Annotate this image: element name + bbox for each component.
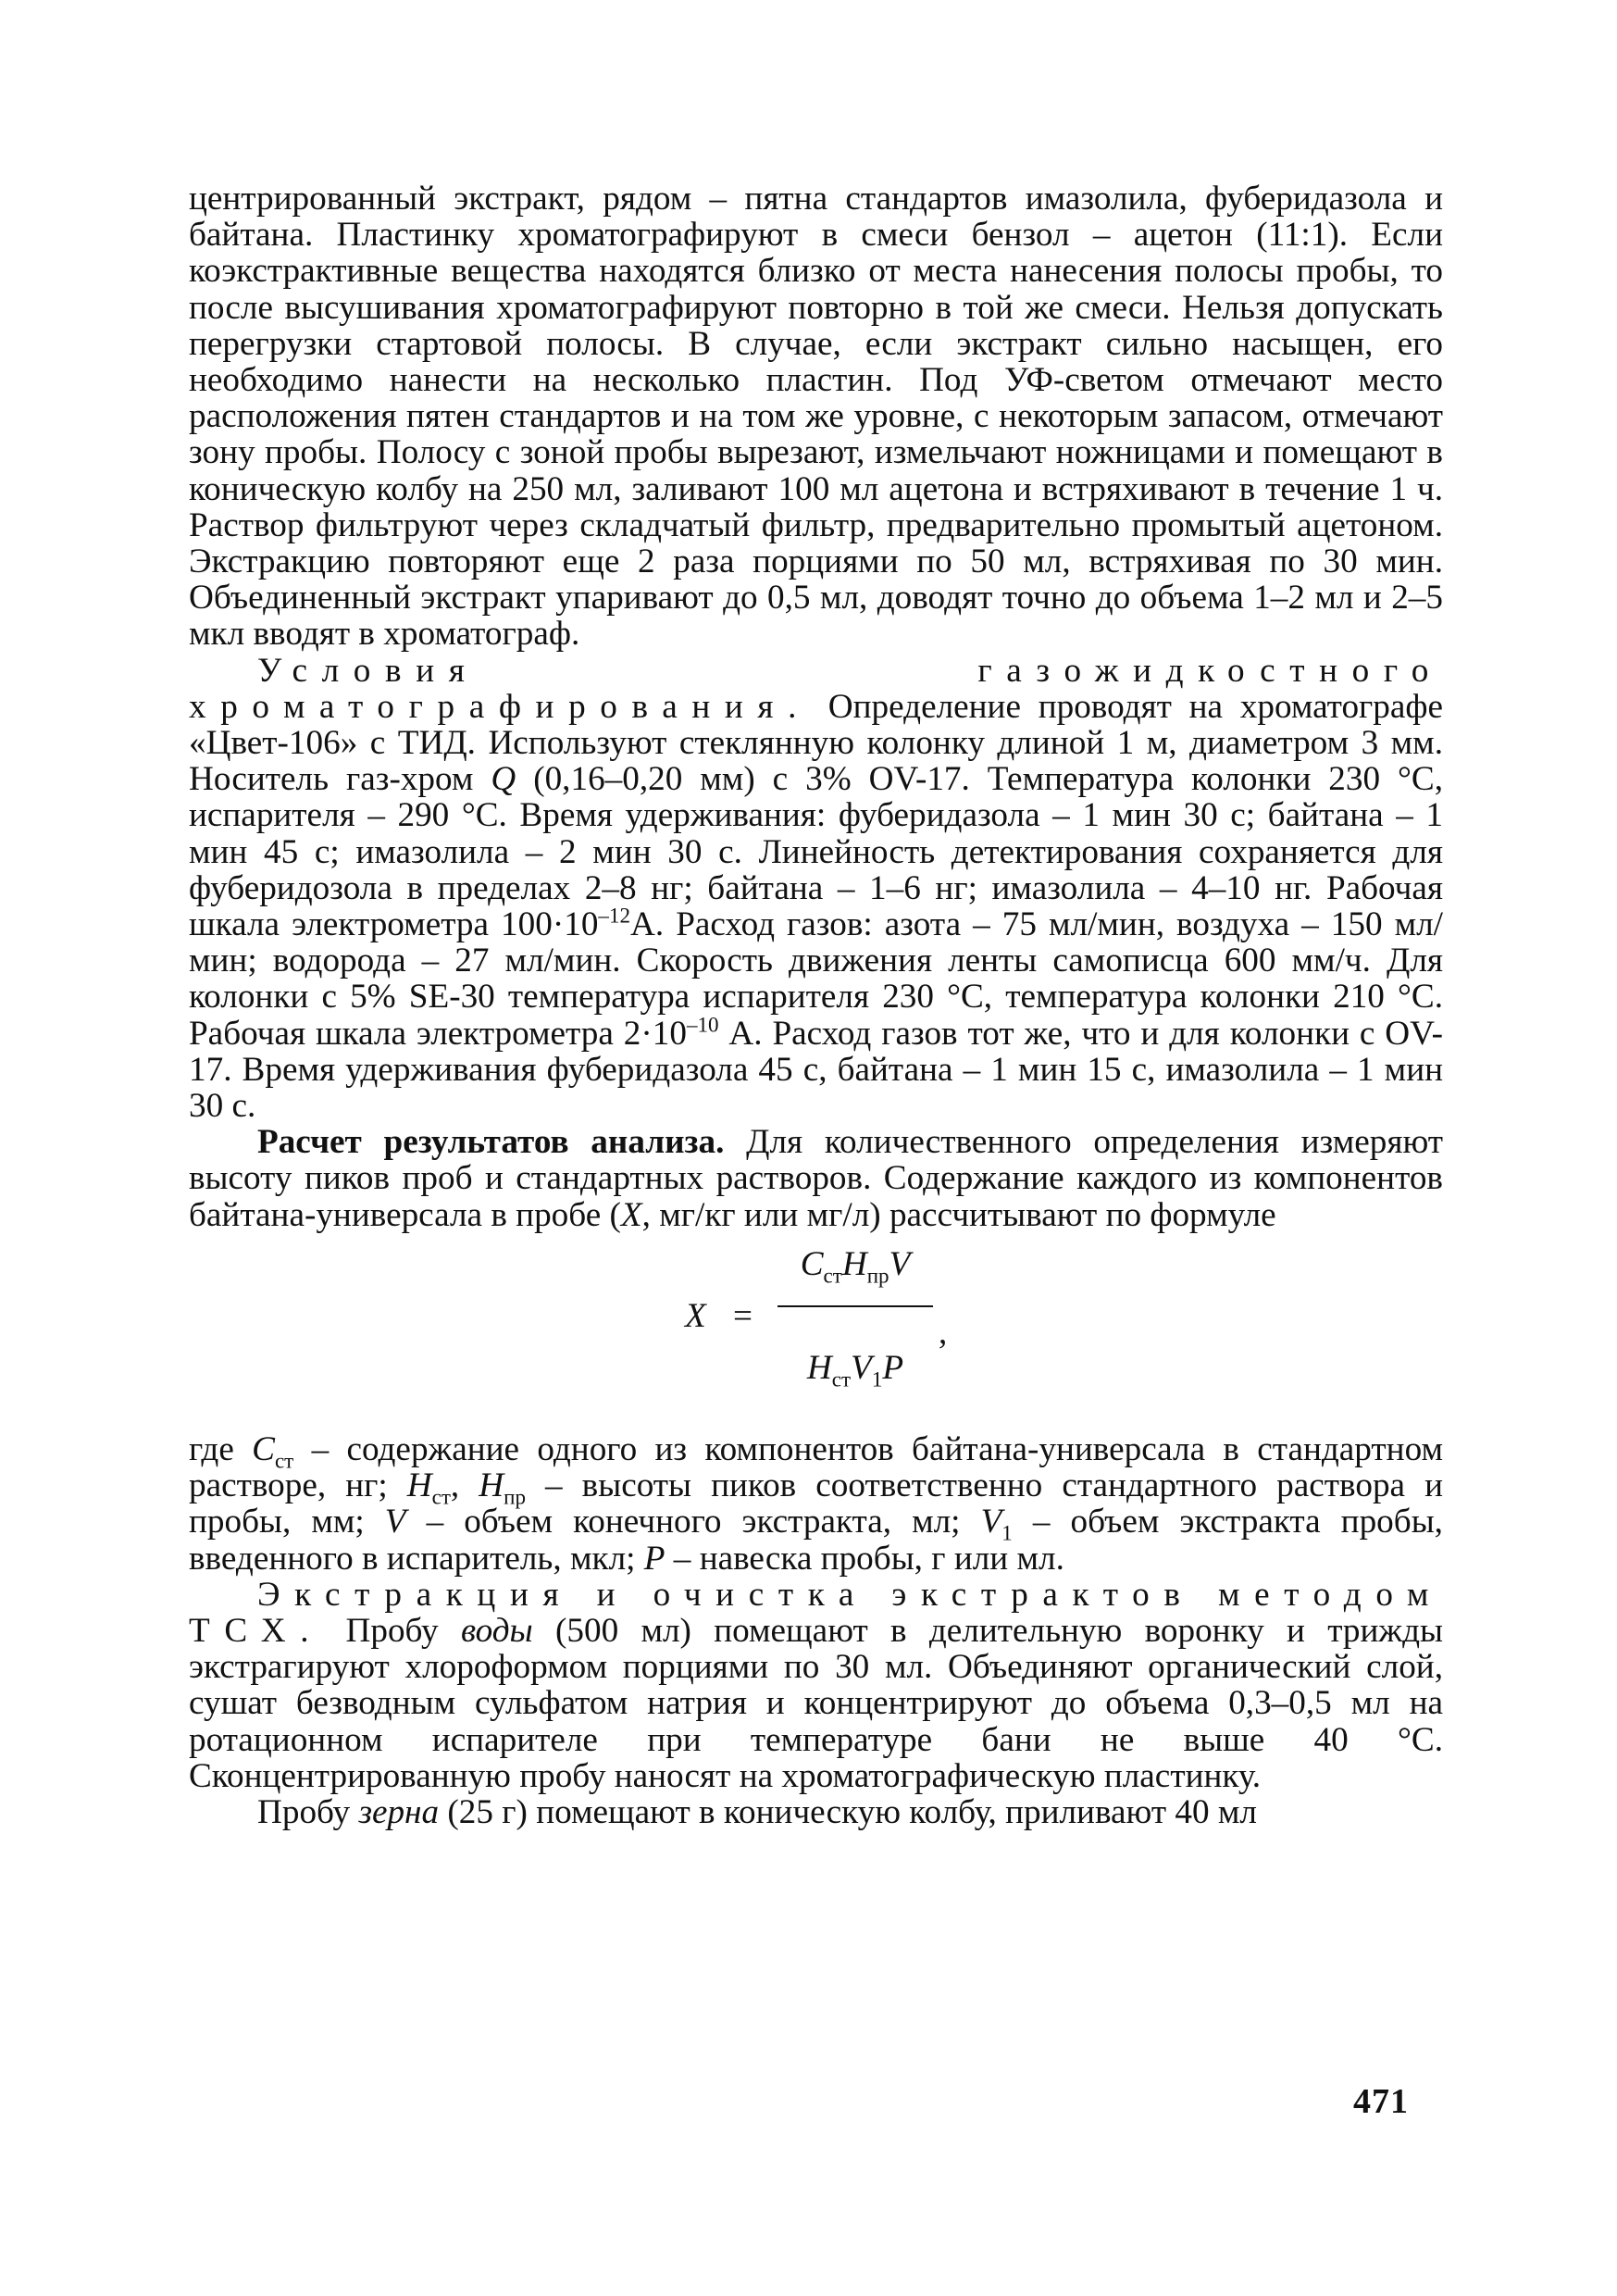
tlc-text-1: Пробу (323, 1611, 461, 1650)
gc-exponent-1: –12 (598, 903, 630, 928)
def-c-sub: ст (274, 1448, 294, 1473)
paragraph-calculation (189, 1124, 1443, 1233)
formula-numerator (779, 1244, 931, 1288)
formula-c-sub: ст (823, 1263, 842, 1288)
def-text-7: – навеска пробы, г или мл. (665, 1539, 1064, 1578)
gc-text-2: (0,16–0,20 мм) с 3% OV-17. Температура колонки 230 °С, испарителя – 290 °С. Время удерживания: фуберидазола – 1 мин 30 с; байтана – 1 мин 45 с; имазолила – 2 мин 30 с. Линейность детектирования сохраняется для фуберидозола в пределах 2–8 нг; байтана – 1–6 нг; имазолила – 4–10 нг. Рабочая шкала электрометра 100·10 (189, 760, 1443, 944)
def-text-5: – объем конечного экстракта, мл; (405, 1503, 981, 1541)
calc-text-1: Для количественного определения измеряют высоту пиков проб и стандартных растворов. Содержание каждого из компонентов байтана-универсала в пробе ( (189, 1123, 1443, 1234)
grain-text-1: Пробу (257, 1792, 359, 1831)
section-heading-calculation: Расчет результатов анализа. (257, 1123, 725, 1162)
formula-c: C (800, 1244, 824, 1283)
grain-word: зерна (358, 1792, 440, 1831)
fraction-bar (777, 1305, 933, 1307)
formula-h-sub: пр (866, 1263, 889, 1288)
def-text-3: , (450, 1466, 479, 1505)
def-h1-sub: ст (431, 1484, 451, 1509)
page-body (189, 181, 1443, 1830)
gc-q-symbol: Q (491, 760, 516, 799)
paragraph-gc-conditions (189, 653, 1443, 1125)
formula-lhs: X (685, 1296, 706, 1335)
calc-text-2: , мг/кг или мг/л) рассчитывают по формуле (641, 1195, 1276, 1234)
def-h1: H (406, 1466, 432, 1505)
gc-text-3: А. Расход газов: азота – 75 мл/мин, воздуха – 150 мл/мин; водорода – 27 мл/мин. Скорость движения ленты самописца 600 мм/ч. Для колонки с 5% SE-30 температура испарителя 230 °С, температура колонки 210 °С. Рабочая шкала электрометра 2·10 (189, 905, 1444, 1053)
paragraph-definitions (189, 1431, 1443, 1577)
paragraph-tlc-cleanup (189, 1577, 1443, 1794)
def-text-6: – объем экстракта пробы, введенного в испаритель, мкл; (189, 1503, 1443, 1578)
def-c: C (252, 1429, 275, 1468)
formula-h: H (841, 1244, 867, 1283)
def-p: P (643, 1539, 665, 1578)
formula-den-p: P (882, 1348, 904, 1387)
tlc-water: воды (460, 1611, 533, 1650)
def-v: V (384, 1503, 406, 1541)
formula (189, 1242, 1443, 1426)
formula-denominator (777, 1348, 933, 1391)
section-heading-gc-conditions: Условия газожидкостного хроматографирования. (189, 651, 1443, 726)
def-v1: V (980, 1503, 1002, 1541)
section-heading-tlc: Экстракция и очистка экстрактов методом ТСХ. (189, 1575, 1443, 1650)
def-h2: H (479, 1466, 504, 1505)
def-text-1: где (189, 1429, 253, 1468)
paragraph-grain (189, 1794, 1443, 1830)
formula-den-h: H (806, 1348, 832, 1387)
grain-text-2: (25 г) помещают в коническую колбу, приливают 40 мл (439, 1792, 1257, 1831)
gc-text-1: Определение проводят на хроматографе «Цвет-106» с ТИД. Используют стеклянную колонку длиной 1 м, диаметром 3 мм. Носитель газ-хром (189, 687, 1443, 799)
def-text-4: – высоты пиков соответственно стандартного раствора и пробы, мм; (189, 1466, 1443, 1541)
paragraph-extraction-continued: центрированный экстракт, рядом – пятна стандартов имазолила, фуберидазола и байтана. Пластинку хроматографируют в смеси бензол – ацетон (11:1). Если коэкстрактивные вещества находятся близко от места нанесения полосы пробы, то после высушивания хроматографируют повторно в той же смеси. Нельзя допускать перегрузки стартовой полосы. В случае, если экстракт сильно насыщен, его необходимо нанести на несколько пластин. Под УФ-светом отмечают место расположения пятен стандартов и на том же уровне, с некоторым запасом, отмечают зону пробы. Полосу с зоной пробы вырезают, измельчают ножницами и помещают в коническую колбу на 250 мл, заливают 100 мл ацетона и встряхивают в течение 1 ч. Раствор фильтруют через складчатый фильтр, предварительно промытый ацетоном. Экстракцию повторяют еще 2 раза порциями по 50 мл, встряхивая по 30 мин. Объединенный экстракт упаривают до 0,5 мл, доводят точно до объема 1–2 мл и 2–5 мкл вводят в хроматограф. (189, 180, 1443, 654)
formula-v: V (889, 1244, 911, 1283)
formula-den-v-sub: 1 (871, 1366, 883, 1391)
formula-comma: , (939, 1313, 948, 1352)
def-text-2: – содержание одного из компонентов байтана-универсала в стандартном растворе, нг; (189, 1429, 1443, 1505)
page-number: 471 (1353, 2082, 1409, 2121)
formula-den-v: V (851, 1348, 872, 1387)
calc-x-symbol: X (620, 1195, 642, 1234)
def-h2-sub: пр (504, 1484, 526, 1509)
gc-text-4: А. Расход газов тот же, что и для колонки с OV-17. Время удерживания фуберидазола 45 с, байтана – 1 мин 15 с, имазолила – 1 мин 30 с. (189, 1014, 1443, 1126)
formula-equals: = (733, 1296, 753, 1335)
formula-den-h-sub: ст (831, 1366, 852, 1391)
gc-exponent-2: –10 (686, 1012, 719, 1037)
def-v1-sub: 1 (1001, 1520, 1013, 1545)
tlc-text-2: (500 мл) помещают в делительную воронку и трижды экстрагируют хлороформом порциями по 30 мл. Объединяют органический слой, сушат безводным сульфатом натрия и концентрируют до объема 0,3–0,5 мл на ротационном испарителе при температуре бани не выше 40 °С. Сконцентрированную пробу наносят на хроматографическую пластинку. (189, 1611, 1443, 1795)
